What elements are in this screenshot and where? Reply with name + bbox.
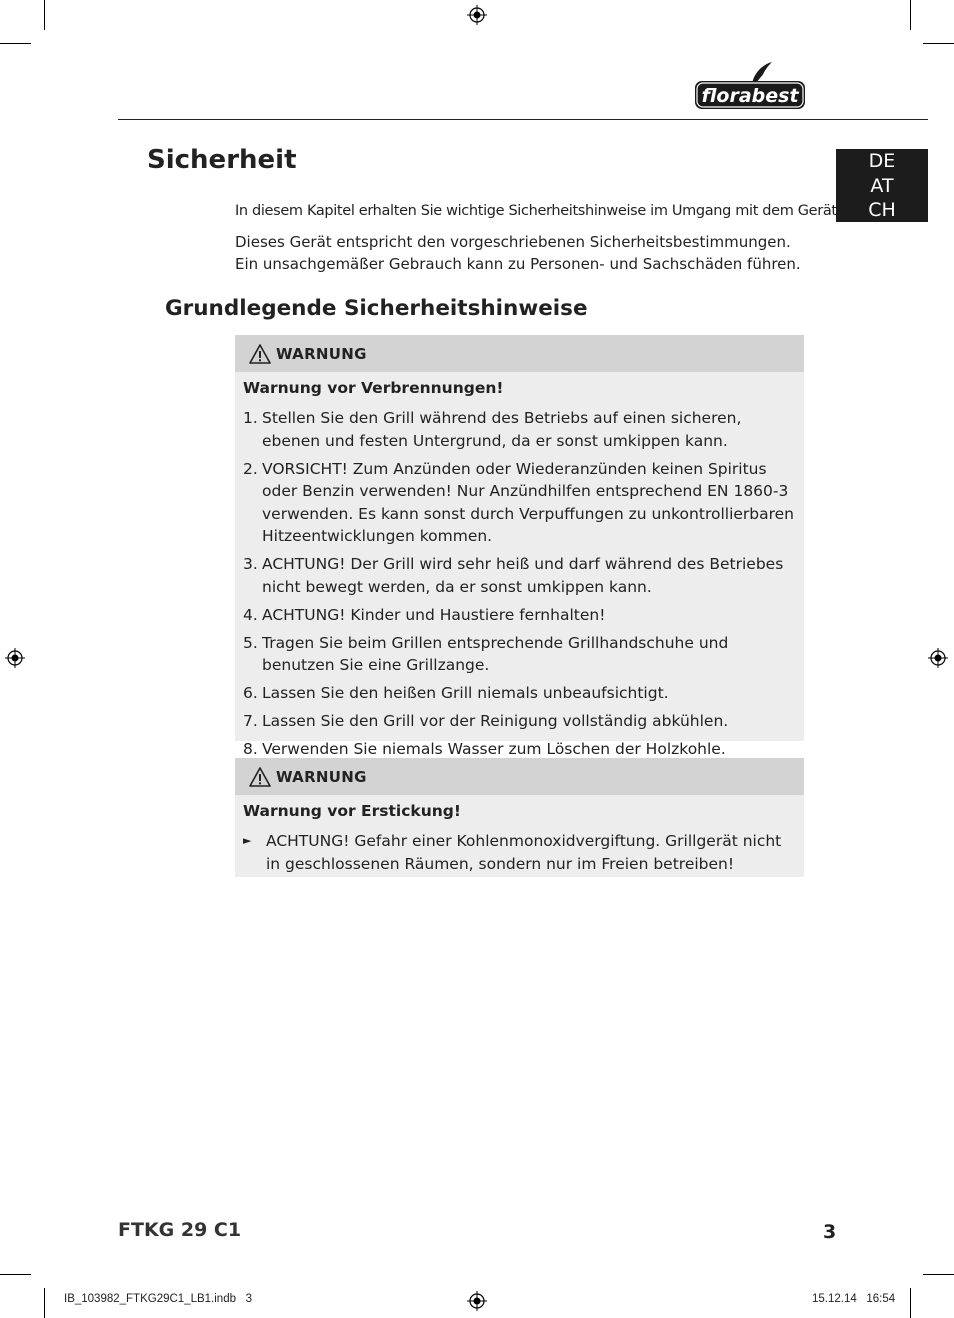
print-slug-file: IB_103982_FTKG29C1_LB1.indb 3: [64, 1293, 252, 1305]
list-item-text: Lassen Sie den Grill vor der Reinigung vollständig abkühlen.: [262, 712, 729, 730]
crop-mark: [923, 43, 954, 44]
page-number: 3: [823, 1221, 837, 1243]
print-slug-date: 15.12.14 16:54: [812, 1293, 896, 1305]
logo-text: florabest: [701, 85, 799, 107]
intro-paragraph-2-line-1: Dieses Gerät entspricht den vorgeschriebenen Sicherheitsbestimmungen.: [235, 233, 791, 251]
registration-mark-icon: [5, 648, 25, 668]
registration-mark-icon: [928, 648, 948, 668]
crop-mark: [0, 1274, 31, 1275]
warning-subtitle: Warnung vor Erstickung!: [243, 802, 461, 820]
list-item-number: 4.: [243, 605, 258, 624]
lang-ch: CH: [868, 199, 896, 221]
crop-mark: [44, 0, 45, 30]
list-item: [243, 710, 804, 733]
crop-mark: [923, 1274, 954, 1275]
warning-triangle-icon: [249, 344, 271, 364]
list-item-text: ACHTUNG! Der Grill wird sehr heiß und darf während des Betriebes nicht bewegt werden, da er sonst umkippen kann.: [262, 555, 784, 596]
list-item-text: Lassen Sie den heißen Grill niemals unbeaufsichtigt.: [262, 684, 669, 702]
list-item: [243, 458, 804, 548]
list-item-number: 3.: [243, 555, 258, 573]
list-item-text: Tragen Sie beim Grillen entsprechende Grillhandschuhe und benutzen Sie eine Grillzange.: [262, 633, 729, 674]
registration-mark-icon: [467, 5, 487, 25]
warning-label: WARNUNG: [276, 767, 367, 786]
list-item-text: Stellen Sie den Grill während des Betriebs auf einen sicheren, ebenen und festen Untergrund, da er sonst umkippen kann.: [262, 409, 742, 450]
warning-header: [235, 758, 804, 795]
warning-box-suffocation: [235, 758, 804, 877]
intro-paragraph-2-line-2: Ein unsachgemäßer Gebrauch kann zu Personen- und Sachschäden führen.: [235, 255, 801, 273]
warning-header: [235, 335, 804, 372]
list-item-number: 8.: [243, 740, 258, 758]
language-tab: [836, 149, 928, 222]
crop-mark: [44, 1288, 45, 1318]
warning-label: WARNUNG: [276, 344, 367, 363]
lang-de: DE: [868, 150, 896, 172]
crop-mark: [910, 0, 911, 30]
crop-mark: [0, 43, 31, 44]
list-item-number: 7.: [243, 712, 258, 730]
list-item-number: 5.: [243, 633, 258, 652]
list-item-number: 2.: [243, 459, 258, 478]
list-item: [243, 682, 804, 705]
list-item-number: 1.: [243, 409, 258, 427]
list-item-text: ACHTUNG! Kinder und Haustiere fernhalten!: [262, 605, 606, 624]
warning-list: [235, 403, 804, 761]
page-title: Sicherheit: [147, 145, 297, 175]
warning-subtitle: Warnung vor Verbrennungen!: [243, 379, 504, 397]
header-rule: [118, 119, 928, 120]
model-number: FTKG 29 C1: [118, 1219, 242, 1241]
intro-paragraph-1: In diesem Kapitel erhalten Sie wichtige Sicherheitshinweise im Umgang mit dem Gerät.: [235, 203, 841, 219]
bullet-text: ACHTUNG! Gefahr einer Kohlenmonoxidvergiftung. Grillgerät nicht in geschlossenen Räumen, sondern nur im Freien betreiben!: [266, 832, 782, 873]
arrow-bullet-icon: ►: [243, 834, 252, 847]
crop-mark: [910, 1288, 911, 1318]
list-item: [243, 604, 804, 627]
lang-at: AT: [870, 174, 894, 197]
warning-box-burns: [235, 335, 804, 758]
list-item-text: Verwenden Sie niemals Wasser zum Löschen der Holzkohle.: [262, 740, 726, 758]
list-item: [243, 407, 804, 452]
registration-mark-icon: [467, 1291, 487, 1311]
list-item: [243, 632, 804, 677]
list-item-number: 6.: [243, 684, 258, 702]
list-item-text: VORSICHT! Zum Anzünden oder Wiederanzünden keinen Spiritus oder Benzin verwenden! Nur Anzündhilfen entsprechend EN 1860-3 verwenden. Es kann sonst durch Verpuffungen zu unkontrollierbaren Hitzeentwicklungen kommen.: [262, 459, 795, 545]
section-title: Grundlegende Sicherheitshinweise: [165, 296, 588, 321]
florabest-logo: [694, 62, 806, 110]
warning-triangle-icon: [249, 767, 271, 787]
warning-bullet-item: [235, 826, 804, 875]
list-item: [243, 553, 804, 598]
